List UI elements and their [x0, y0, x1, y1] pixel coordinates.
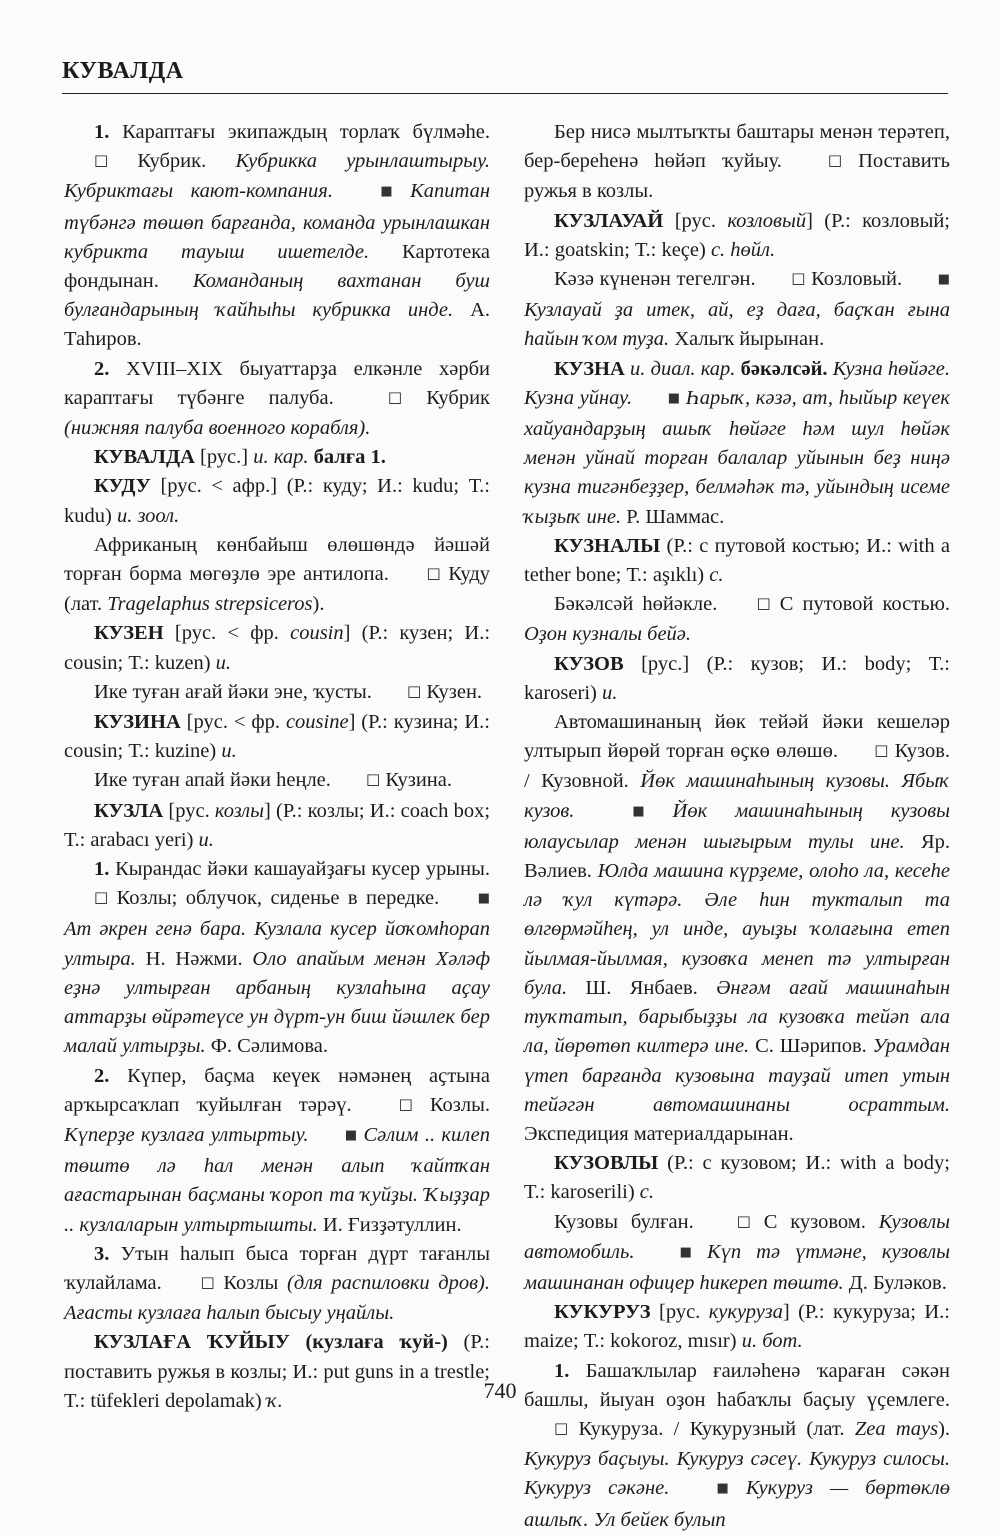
- right-column: [524, 118, 950, 1535]
- headword: КУЗОВ: [554, 652, 624, 675]
- entry-kuznaly: КУЗНАЛЫ (Р.: с путовой костью; И.: with a tether bone; Т.: aşıklı) с.: [524, 534, 950, 587]
- page-number: 740: [483, 1378, 517, 1403]
- example-marker-icon: ■: [632, 803, 645, 819]
- headword: КУКУРУЗ: [554, 1301, 651, 1324]
- square-icon: □: [200, 1272, 215, 1291]
- headword: КУЗЛАУАЙ: [554, 209, 664, 232]
- square-icon: □: [827, 151, 843, 170]
- headword: КУЗНАЛЫ: [554, 534, 661, 557]
- left-column: [64, 118, 490, 1416]
- definition: Автомашинаның йөк тейәй йәки кешеләр ултырып йөрөй торған өҫкө өлөшө. □ Кузов. / Кузовной. Йөк машинаһының кузовы. Ябыҡ кузов. ■ Йөк машинаһының кузовы юлаусылар менән шығырым тулы ине. Яр. Вәлиев. Юлда машина күрҙеме, олоһо ла, кесеһе лә ҡул күтәрә. Әле һин тукталып та өлгөрмәйһең, ул инде, ауыҙы ҡолағына етеп йылмая-йылмая, кузовҡа менеп тә ултырған була. Ш. Янбаев. Әнғәм ағай машинаһын туҡтатып, барыбыҙҙы ла кузовҡа тейәп ала ла, йөрөтөп килтерә ине. С. Шәрипов. Урамдан үтеп барғанда кузовына тауҙай итеп утын тейәгән автомашинаны осраттым. Экспедиция материалдарынан.: [524, 711, 951, 1145]
- example-marker-icon: ■: [679, 1244, 692, 1260]
- sense-1: 1. Караптағы экипаждың торлаҡ бүлмәһе. □ Кубрик. Кубрикка урынлаштырыу. Кубриктағы кают-компания. ■ Капитан түбәнгә төшөп барғанда, команда урынлашкан кубрикта тауыш ишетелде. Картотека фондынан. Команданың вахтанан буш булғандарының ҡайһыһы кубрикка инде. А. Таһиров.: [64, 121, 491, 351]
- sense-1: 1. Кырандас йәки кашауайҙағы кусер урыны. □ Козлы; облучок, сиденье в передке. ■ Ат әкрен генә бара. Кузлала кусер йоҡомһорап ултыра. Н. Нәжми. Оло апайым менән Хәләф еҙнә ултырған арбаның кузлаһына аҫау аттарҙы өйрәтеүсе ун дүрт-ун биш йәшлек бер малай ултырҙы. Ф. Сәлимова.: [64, 858, 491, 1058]
- headword: КУЗОВЛЫ: [554, 1152, 659, 1175]
- square-icon: □: [736, 1211, 751, 1230]
- square-icon: □: [407, 681, 422, 700]
- headword: КУДУ: [94, 475, 151, 498]
- running-head: КУВАЛДА: [62, 58, 948, 94]
- entry-kuzina: КУЗИНА [рус. < фр. cousine] (Р.: кузина; И.: cousin; Т.: kuzine) и.: [64, 711, 491, 763]
- headword: КУЗЕН: [94, 622, 164, 645]
- definition: Кузовы булған. □ С кузовом. Кузовлы автомобиль. ■ Күп тә үтмәне, кузовлы машинанан офицер һикереп төштө. Д. Буләков.: [524, 1208, 950, 1299]
- example-marker-icon: ■: [667, 390, 681, 406]
- example-marker-icon: ■: [937, 272, 951, 288]
- definition: Ике туған ағай йәки эне, ҡусты. □ Кузен.: [64, 678, 490, 708]
- square-icon: □: [94, 151, 109, 170]
- entry-kuvalda: КУВАЛДА [рус.] и. кар. балға 1.: [94, 446, 386, 469]
- square-icon: □: [387, 387, 403, 406]
- entry-kuzovly: КУЗОВЛЫ (Р.: с кузовом; И.: with a body; Т.: karoserili) с.: [524, 1152, 951, 1204]
- entry-kuzov: КУЗОВ [рус.] (Р.: кузов; И.: body; Т.: karoseri) и.: [524, 652, 950, 704]
- example-marker-icon: ■: [477, 891, 491, 907]
- sense-2: 2. XVIII–XIX быуаттарҙа елкәнле хәрби караптағы түбәнге палуба. □ Кубрик (нижняя палуба военного корабля).: [64, 357, 491, 440]
- square-icon: □: [554, 1418, 569, 1437]
- headword: КУЗИНА: [94, 711, 181, 734]
- entry-kuzen: КУЗЕН [рус. < фр. cousin] (Р.: кузен; И.: cousin; Т.: kuzen) и.: [64, 622, 491, 674]
- entry-kuzna: КУЗНА и. диал. кар. бәкәлсәй. Кузна һөйәге. Кузна уйнау. ■ Һарыҡ, кәзә, ат, һыйыр кеүек хайуандарҙың ашыҡ һөйәге һәм шул һөйәк менән уйнай торған балалар уйынын беҙ ниңә кузна тигәнбеҙҙер, белмәһәк тә, уйындың исеме ҡыҙыҡ ине. Р. Шаммас.: [524, 357, 950, 528]
- entry-kuzlaga-kuyyu: КУЗЛАҒА ҠУЙЫУ (кузлаға ҡуй-) (Р.: поставить ружья в козлы; И.: put guns in a trestle; Т.: tüfekleri depolamak) ҡ.: [64, 1331, 490, 1412]
- example-marker-icon: ■: [716, 1481, 729, 1497]
- definition: Бер нисә мылтыҡты баштары менән терәтеп, бер-береһенә һөйәп ҡуйыу. □ Поставить ружья в козлы.: [524, 121, 951, 203]
- definition: Бәкәлсәй һөйәкле. □ С путовой костью. Оҙон кузналы бейә.: [524, 590, 950, 649]
- definition: Кәзә күненән тегелгән. □ Козловый. ■ Кузлауай ҙа итек, ай, еҙ дағa, баҫҡан ғына һайын ҡом туҙа. Халыҡ йырынан.: [524, 265, 950, 355]
- sense-2: 2. Күпер, баҫма кеүек нәмәнең аҫтына арҡырсаҡлап ҡуйылған тәрәү. □ Козлы. Күперҙе кузлаға ултыртыу. ■ Сәлим .. килеп төштө лә һал менән алып ҡайтҡан ағастарынан баҫманы ҡороп та ҡуйҙы. Ҡыҙҙар .. кузлаларын ултыртышты. И. Ғизҙәтуллин.: [64, 1064, 491, 1236]
- entry-kuzlauay: КУЗЛАУАЙ [рус. козловый] (Р.: козловый; И.: goatskin; Т.: keçe) с. һөйл.: [524, 209, 951, 261]
- example-marker-icon: ■: [344, 1127, 358, 1143]
- square-icon: □: [366, 770, 381, 789]
- definition: Африканың көнбайыш өлөшөндә йәшәй торған борма мөгөҙлө эре антилопа. □ Куду (лат. Tragelaphus strepsiceros).: [64, 533, 491, 616]
- entry-kudu: КУДУ [рус. < афр.] (Р.: куду; И.: kudu; Т.: kudu) и. зоол.: [64, 475, 491, 527]
- entry-kukuruz: КУКУРУЗ [рус. кукуруза] (Р.: кукуруза; И.: maize; Т.: kokoroz, mısır) и. бот.: [524, 1301, 950, 1353]
- square-icon: □: [94, 888, 109, 907]
- square-icon: □: [791, 269, 806, 288]
- headword: КУЗЛАҒА ҠУЙЫУ (кузлаға ҡуй-): [94, 1331, 448, 1354]
- square-icon: □: [398, 1094, 413, 1113]
- sense-3: 3. Утын һалып быса торған дүрт тағанлы ҡулайлама. □ Козлы (для распиловки дров). Ағасты кузлаға һалып бысыу уңайлы.: [64, 1242, 491, 1325]
- square-icon: □: [874, 741, 889, 760]
- headword: КУЗНА: [554, 357, 625, 380]
- headword: КУВАЛДА: [94, 446, 195, 469]
- definition: Ике туған апай йәки һеңле. □ Кузина.: [64, 766, 490, 796]
- sense-1: 1. Башаҡлылар ғаиләһенә ҡараған сәкән башлы, йыуан оҙон һабаҡлы баҫыу үҫемлеге. □ Кукуруза. / Кукурузный (лат. Zea mays). Кукуруз баҫыуы. Кукуруз сәсеү. Кукуруз силосы. Кукуруз сәкәне. ■ Кукуруз — бөртөклө ашлыҡ. Ул бейек булып: [524, 1359, 951, 1531]
- headword: КУЗЛА: [94, 799, 164, 822]
- entry-kuzla: КУЗЛА [рус. козлы] (Р.: козлы; И.: coach box; Т.: arabacı yeri) и.: [64, 799, 491, 851]
- square-icon: □: [756, 594, 771, 613]
- square-icon: □: [426, 564, 441, 583]
- example-marker-icon: ■: [380, 184, 393, 200]
